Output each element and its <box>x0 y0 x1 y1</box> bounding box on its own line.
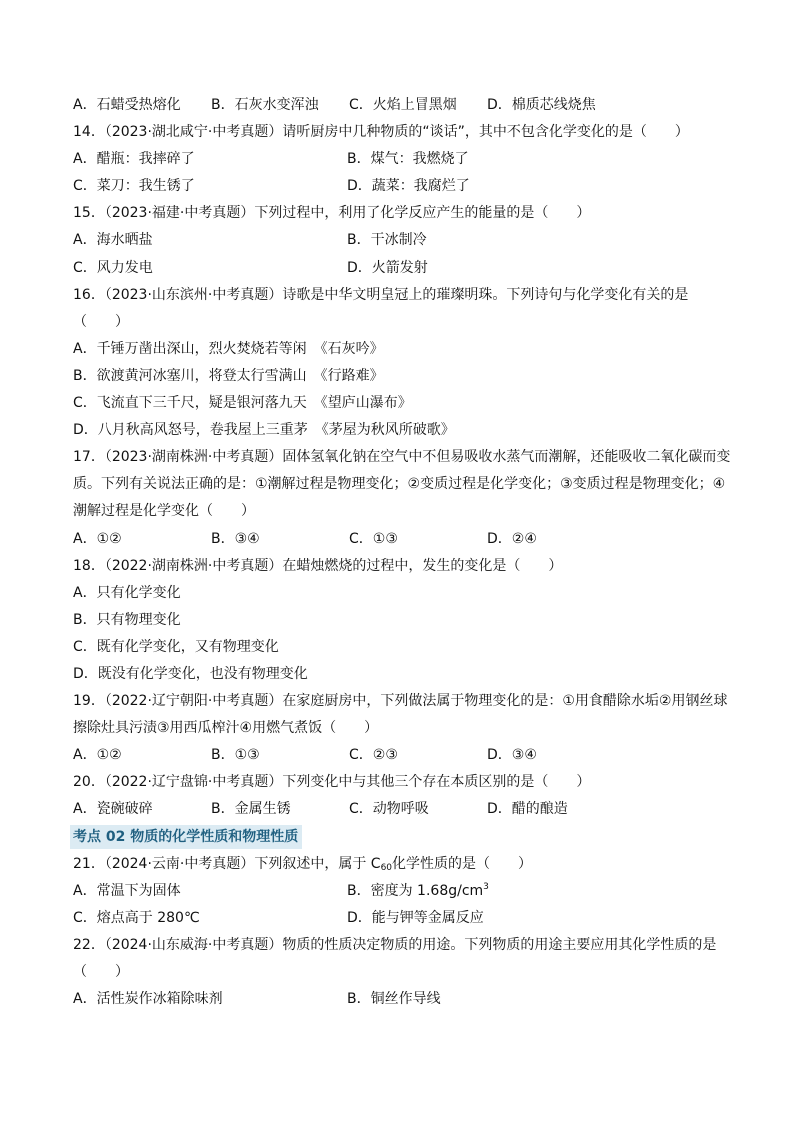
option-b: B．干冰制冷 <box>347 232 427 249</box>
option-d: D．火箭发射 <box>347 259 428 276</box>
option-d: D．蔬菜：我腐烂了 <box>347 178 470 195</box>
option-b: B．③④ <box>211 530 260 547</box>
q16-stem-line1: 16．（2023·山东滨州·中考真题）诗歌是中华文明皇冠上的璀璨明珠。下列诗句与化学变化有关的是 <box>73 286 689 303</box>
option-c: C．火焰上冒黑烟 <box>349 97 457 113</box>
q17-stem-line3: 潮解过程是化学变化（ ） <box>73 503 255 520</box>
q21-stem: 21．（2024·云南·中考真题）下列叙述中，属于 $C_{60}$化学性质的是（ ） <box>73 855 533 873</box>
option-a: A．千锤万凿出深山，烈火焚烧若等闲 《石灰吟》 <box>73 340 384 357</box>
option-c: C．熔点高于 280℃ <box>73 909 200 926</box>
option-b: B．金属生锈 <box>211 801 291 818</box>
q19-options <box>73 742 733 769</box>
section-heading-row <box>70 824 733 851</box>
q21-options-row2 <box>73 905 733 932</box>
q20-options <box>73 796 733 823</box>
option-a: A．只有化学变化 <box>73 584 181 601</box>
worksheet-page <box>73 92 733 1013</box>
option-a: A．瓷碗破碎 <box>73 801 153 818</box>
option-b: B．煤气：我燃烧了 <box>347 151 469 168</box>
q15-stem: 15．（2023·福建·中考真题）下列过程中，利用了化学反应产生的能量的是（ ） <box>73 205 591 222</box>
q22-stem-line2: （ ） <box>73 964 129 980</box>
q19-stem-line1: 19．（2022·辽宁朝阳·中考真题）在家庭厨房中，下列做法属于物理变化的是：①用食醋除水垢②用钢丝球 <box>73 693 728 710</box>
option-a: A．①② <box>73 530 122 547</box>
option-a: A．石蜡受热熔化 <box>73 97 181 113</box>
option-b: B．石灰水变浑浊 <box>211 97 319 113</box>
option-b: B．欲渡黄河冰塞川，将登太行雪满山 《行路难》 <box>73 367 384 384</box>
q19-stem-line2: 擦除灶具污渍③用西瓜榨汁④用燃气煮饭（ ） <box>73 720 379 737</box>
option-a: A．常温下为固体 <box>73 882 181 899</box>
option-b: B．①③ <box>211 747 260 764</box>
section-heading: 考点 02 物质的化学性质和物理性质 <box>70 825 302 849</box>
option-d: D．八月秋高风怒号，卷我屋上三重茅 《茅屋为秋风所破歌》 <box>73 422 455 439</box>
option-c: C．菜刀：我生锈了 <box>73 178 195 195</box>
option-c: C．动物呼吸 <box>349 801 429 818</box>
option-c: C．风力发电 <box>73 259 153 276</box>
option-c: C．既有化学变化，又有物理变化 <box>73 638 279 655</box>
q21-options-row1 <box>73 878 733 905</box>
option-d: D．棉质芯线烧焦 <box>487 97 596 113</box>
option-d: D．能与钾等金属反应 <box>347 909 484 926</box>
option-b: B．密度为 $1.68g/cm^3$ <box>347 881 489 899</box>
option-b: B．铜丝作导线 <box>347 991 441 1008</box>
option-a: A．海水晒盐 <box>73 232 153 249</box>
option-a: A．醋瓶：我摔碎了 <box>73 151 195 168</box>
q22-stem-line1: 22．（2024·山东威海·中考真题）物质的性质决定物质的用途。下列物质的用途主要应用其化学性质的是 <box>73 936 717 953</box>
option-d: D．③④ <box>487 747 537 764</box>
q20-stem: 20．（2022·辽宁盘锦·中考真题）下列变化中与其他三个存在本质区别的是（ ） <box>73 774 591 791</box>
q17-stem-line2: 质。下列有关说法正确的是：①潮解过程是物理变化；②变质过程是化学变化；③变质过程是物理变化；④ <box>73 476 726 493</box>
q18-stem: 18．（2022·湖南株洲·中考真题）在蜡烛燃烧的过程中，发生的变化是（ ） <box>73 557 563 574</box>
option-c: C．飞流直下三千尺，疑是银河落九天 《望庐山瀑布》 <box>73 395 412 412</box>
q14-options-row2 <box>73 173 733 200</box>
option-b: B．只有物理变化 <box>73 611 181 628</box>
option-d: D．既没有化学变化，也没有物理变化 <box>73 665 308 682</box>
option-a: A．活性炭作冰箱除味剂 <box>73 991 223 1008</box>
option-d: D．醋的酿造 <box>487 801 568 818</box>
q17-stem-line1: 17．（2023·湖南株洲·中考真题）固体氢氧化钠在空气中不但易吸收水蒸气而潮解，还能吸收二氧化碳而变 <box>73 449 731 466</box>
q17-options <box>73 526 733 553</box>
option-c: C．②③ <box>349 747 398 764</box>
q16-stem-line2: （ ） <box>73 313 129 330</box>
q13-options <box>73 92 733 119</box>
option-a: A．①② <box>73 747 122 764</box>
q14-options-row1 <box>73 146 733 173</box>
option-c: C．①③ <box>349 530 398 547</box>
q15-options-row1 <box>73 227 733 254</box>
q22-options-row1 <box>73 986 733 1013</box>
q15-options-row2 <box>73 255 733 282</box>
option-d: D．②④ <box>487 530 537 547</box>
q14-stem: 14．（2023·湖北咸宁·中考真题）请听厨房中几种物质的“谈话”，其中不包含化学变化的是（ ） <box>73 124 689 141</box>
